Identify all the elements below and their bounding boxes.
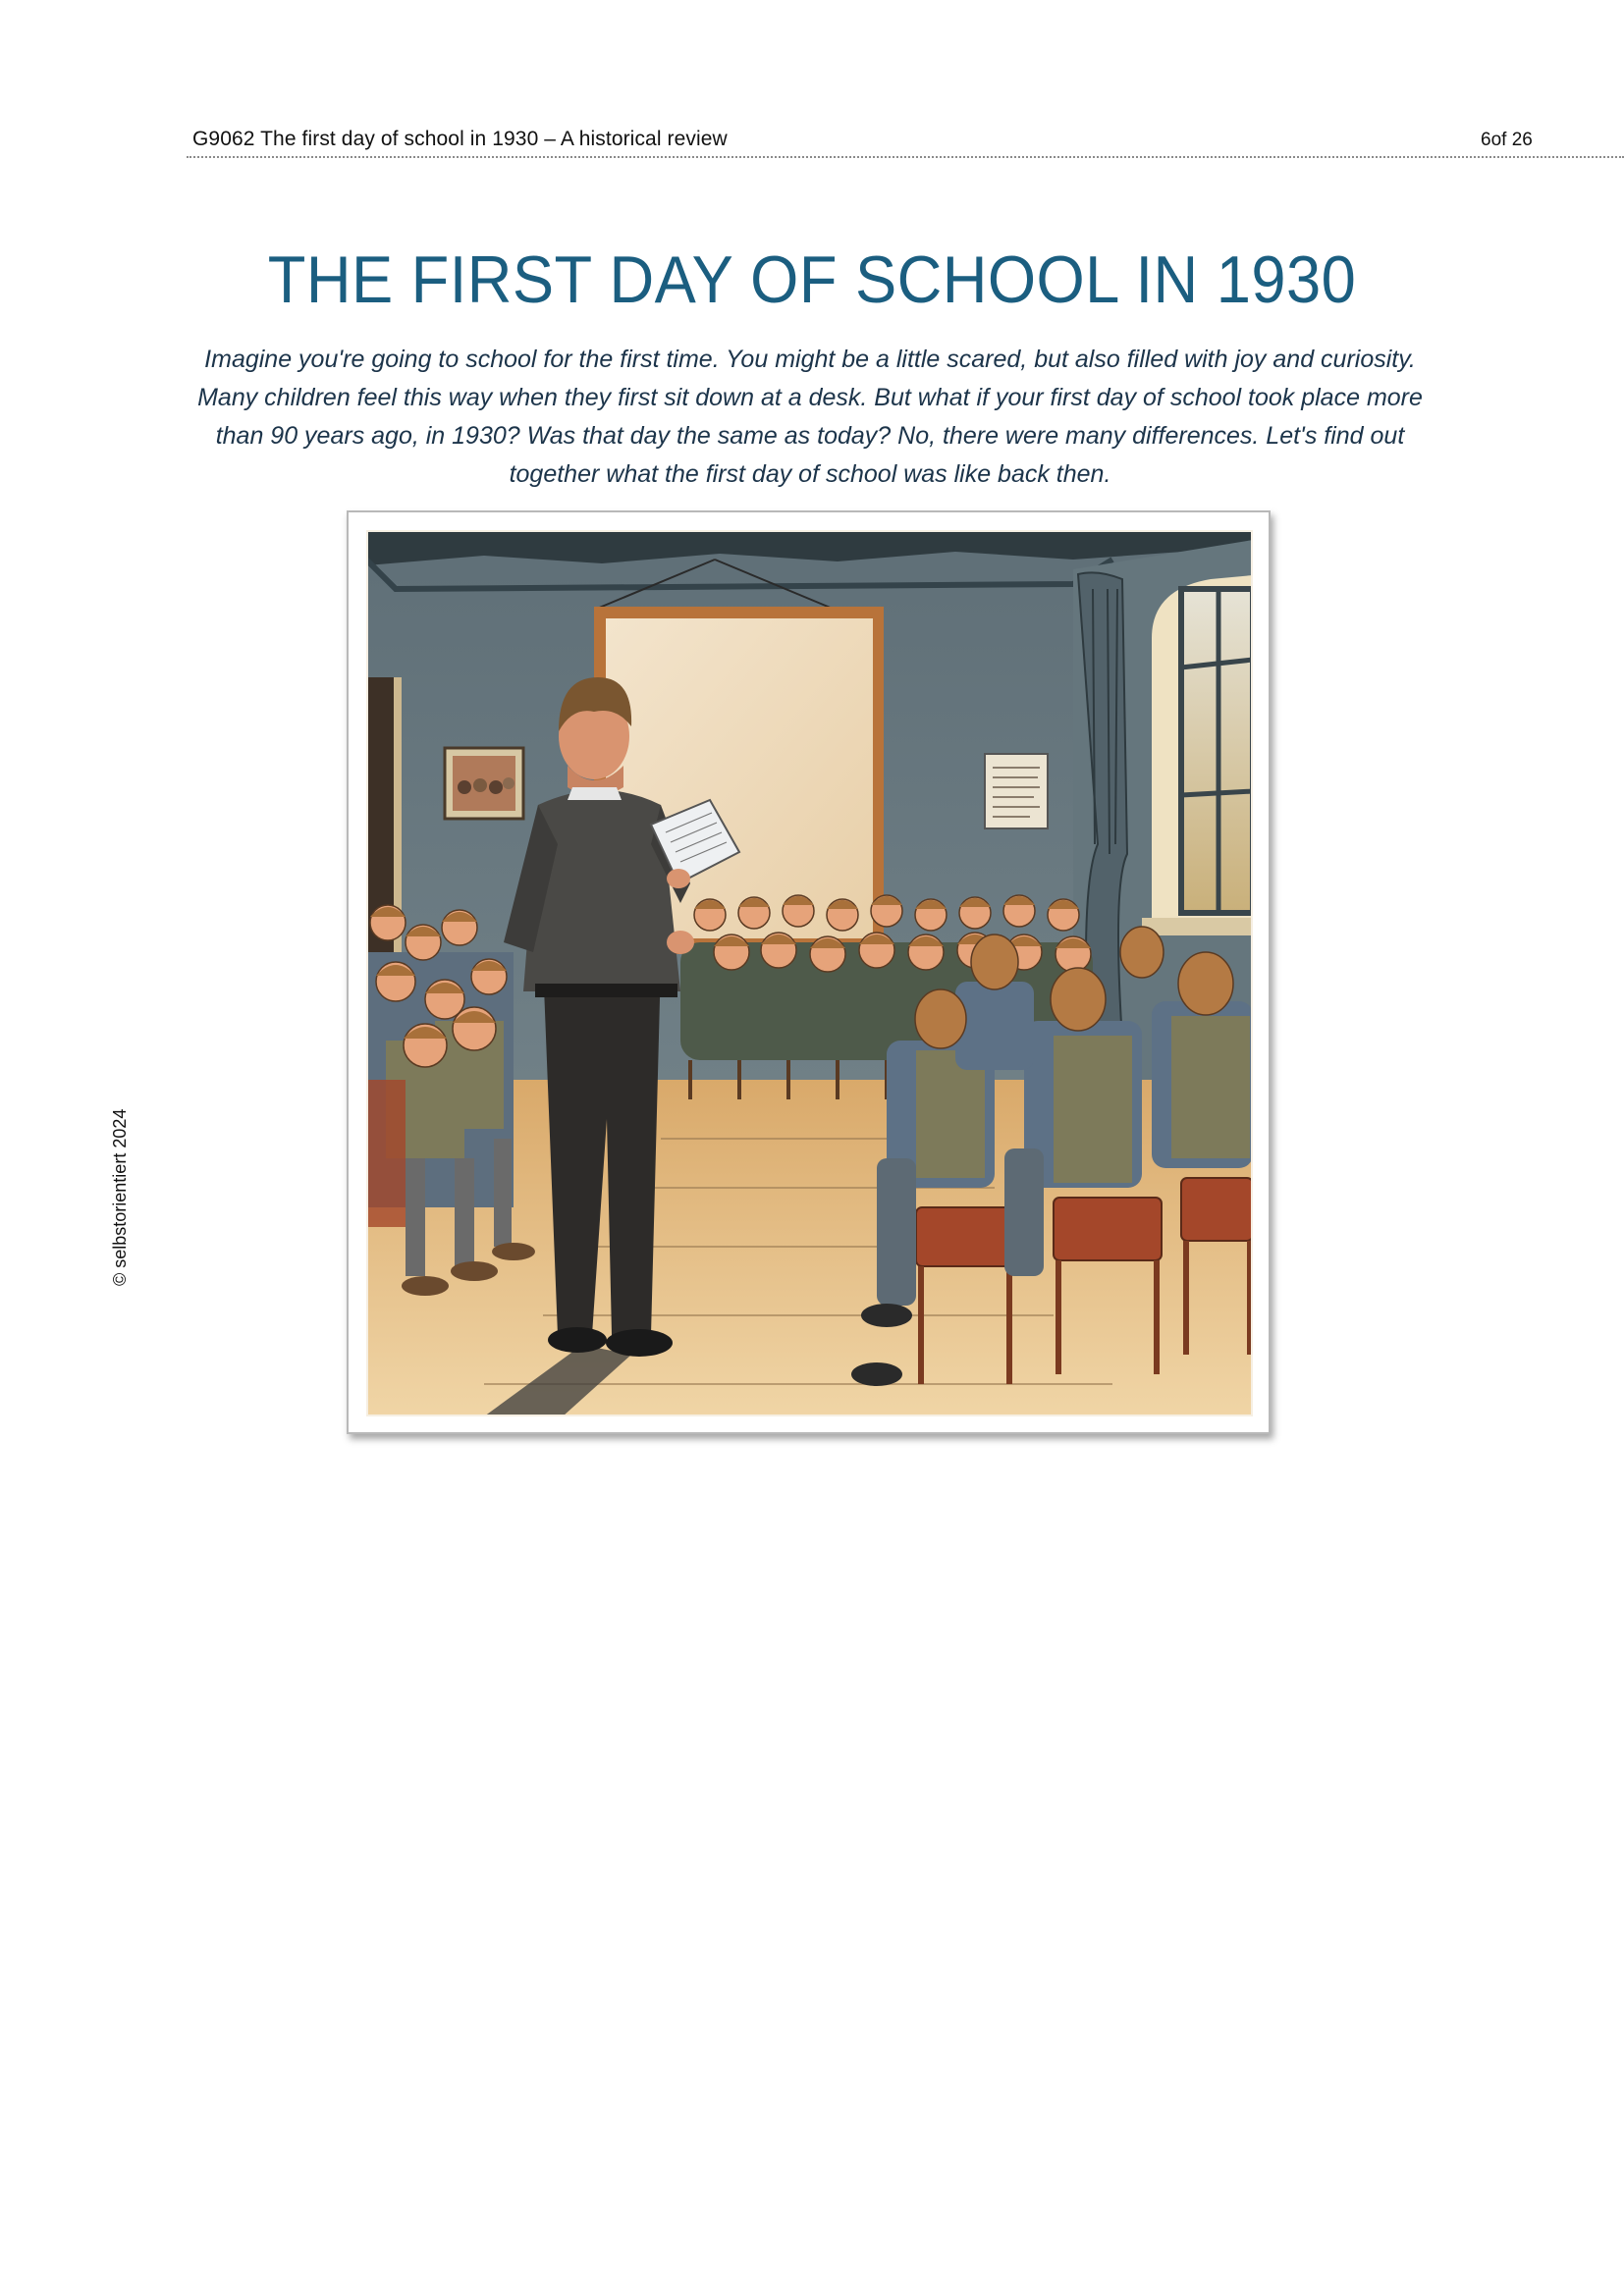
page-indicator: 6of 26 bbox=[1481, 130, 1533, 150]
classroom-illustration bbox=[366, 530, 1253, 1416]
intro-paragraph: Imagine you're going to school for the first time. You might be a little scared, but also filled with joy and curiosity. Many children feel this way when they first sit down at a desk. But what if your first day of school took place more than 90 years ago, in 1930? Was that day the same as today? No, there were many differences. Let's find out together what the first day of school was like back then. bbox=[197, 346, 1423, 488]
page-title: THE FIRST DAY OF SCHOOL IN 1930 bbox=[267, 241, 1357, 317]
document-title: G9062 The first day of school in 1930 – A historical review bbox=[192, 128, 728, 150]
classroom-illustration-frame bbox=[347, 510, 1271, 1434]
running-header bbox=[187, 126, 1624, 157]
classroom-scene-image bbox=[366, 530, 1253, 1416]
header-dotted-rule bbox=[187, 156, 1624, 158]
copyright-notice: © selbstorientiert 2024 bbox=[110, 1108, 130, 1286]
